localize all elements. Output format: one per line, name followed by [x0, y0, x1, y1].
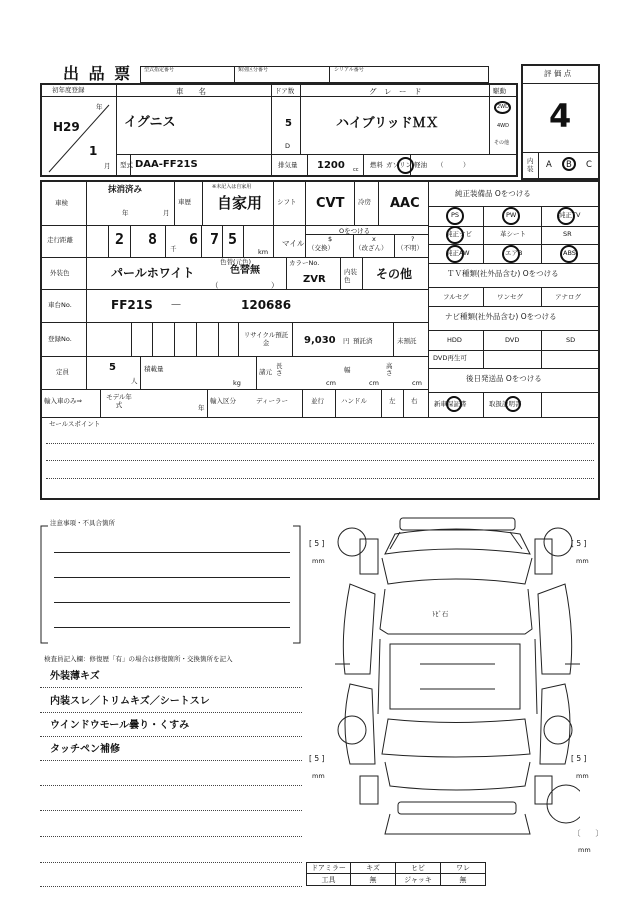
bottom-table-cell: ジャッキ: [395, 873, 441, 886]
notes-label: 注意事項・不具合箇所: [50, 519, 115, 527]
chassis-prefix: FF21S: [111, 298, 153, 312]
equip-leather[interactable]: 革シート: [500, 230, 526, 238]
chassis-label: 車台No.: [48, 301, 72, 309]
recycle-label: リサイクル預託金: [243, 331, 289, 347]
registration-month: 1: [89, 144, 98, 158]
model-year-label: モデル年式: [106, 393, 132, 409]
handle-left[interactable]: 左: [389, 397, 396, 405]
drive-other[interactable]: その他: [494, 140, 510, 146]
reg-no-label: 登録No.: [48, 335, 72, 343]
navi-dvd[interactable]: DVD: [505, 336, 520, 344]
navi-hdd[interactable]: HDD: [447, 336, 462, 344]
doors-value: 5: [285, 118, 292, 129]
grade-label: グ レ ー ド: [369, 87, 422, 96]
equip-circle: [502, 207, 520, 225]
interior-rating-c[interactable]: C: [586, 160, 592, 170]
damage-note: ﾄﾋﾞ石: [432, 610, 449, 618]
equip-circle: [446, 245, 464, 263]
equip-pw[interactable]: PW: [506, 211, 517, 219]
equip-ps[interactable]: PS: [451, 211, 460, 219]
docs-warranty[interactable]: 新車保証書: [434, 400, 467, 408]
docs-circle: [446, 396, 462, 412]
mileage-swap[interactable]: （交換）: [308, 244, 334, 252]
navi-dvd-playback[interactable]: DVD再生可: [433, 354, 467, 362]
import-parallel[interactable]: 並行: [311, 397, 324, 405]
mileage-unknown[interactable]: （不明）: [397, 244, 423, 252]
equip-airbag[interactable]: エアB: [505, 249, 523, 257]
equip-circle: [557, 207, 575, 225]
grade-value: ハイブリッドＭＸ: [336, 116, 439, 131]
docs-circle: [505, 396, 521, 412]
docs-manual[interactable]: 取扱説明書: [489, 400, 522, 408]
model-label: 型式: [120, 161, 133, 169]
capacity-label: 定員: [56, 368, 69, 376]
mileage-digit: 5: [228, 230, 238, 248]
bottom-table-cell: 工具: [306, 873, 351, 886]
equip-aw[interactable]: 純正AW: [446, 249, 470, 257]
spare-bracket: 〔 〕: [573, 829, 603, 838]
mileage-digit: 6: [189, 230, 199, 248]
cc-label: 排気量: [278, 161, 298, 169]
capacity-value: 5: [109, 362, 116, 373]
sales-points-label: セールスポイント: [49, 420, 101, 428]
recycle-value: 9,030: [304, 335, 336, 346]
color-code: ZVR: [303, 274, 326, 285]
tv-fullseg[interactable]: フルセグ: [443, 293, 469, 301]
fuel-light[interactable]: 軽油: [414, 161, 427, 169]
mileage-mile[interactable]: マイル: [282, 239, 305, 248]
tread-bracket: [ 5 ]: [309, 754, 325, 763]
interior-rating-label: 内装: [527, 157, 534, 173]
tread-value: 5: [576, 539, 582, 548]
equip-sr[interactable]: SR: [563, 230, 572, 238]
cc-value: 1200: [317, 160, 345, 171]
equip-tv[interactable]: 純正TV: [559, 211, 581, 219]
tread-bracket: [ 5 ]: [309, 539, 325, 548]
ac-label: 冷房: [358, 198, 371, 206]
mileage-modified[interactable]: （改ざん）: [355, 244, 388, 252]
shift-value: CVT: [316, 196, 345, 211]
registration-label: 初年度登録: [52, 86, 85, 94]
rating-label: 評 価 点: [544, 69, 572, 78]
history-value: 自家用: [217, 194, 263, 212]
color-value: パールホワイト: [111, 266, 195, 280]
form-no-label: 型式指定番号: [144, 67, 175, 73]
import-label: 輸入車のみ⇒: [44, 397, 82, 405]
tv-oneseg[interactable]: ワンセグ: [497, 293, 523, 301]
bottom-table-cell: 無: [440, 873, 486, 886]
navi-title: ナビ種類(社外品含む) Oをつける: [445, 312, 557, 321]
inspector-line: 内装スレ／トリムキズ／シートスレ: [50, 696, 210, 707]
drive-label: 駆動: [493, 87, 506, 95]
registration-year: H29: [53, 120, 80, 134]
mileage-digit: 2: [115, 230, 125, 248]
bottom-table-header: キズ: [350, 862, 396, 874]
inspector-line: タッチペン補修: [50, 744, 120, 755]
car-name-label: 車 名: [176, 87, 206, 96]
equip-abs[interactable]: ABS: [563, 249, 576, 257]
mileage-label: 走行距離: [47, 236, 73, 244]
color-label: 外装色: [50, 269, 70, 277]
dims-label: 諸元: [259, 368, 272, 376]
inspection-value: 抹消済み: [108, 185, 143, 195]
inspector-line: ウインドウモール曇り・くすみ: [50, 720, 190, 731]
import-kubun-label: 輸入区分: [210, 397, 236, 405]
handle-label: ハンドル: [341, 397, 367, 405]
inspection-label: 車検: [55, 199, 68, 207]
bottom-table-header: ヒビ: [395, 862, 441, 874]
model-value: DAA-FF21S: [135, 159, 198, 170]
drive-4wd[interactable]: 4WD: [497, 123, 509, 129]
docs-title: 後日発送品 Oをつける: [466, 374, 542, 383]
recycle-deposited[interactable]: 預託済: [353, 337, 373, 345]
rating-score: 4: [549, 97, 572, 135]
fuel-gas[interactable]: ガソリン: [386, 161, 412, 169]
shift-label: シフト: [277, 198, 297, 206]
interior-rating-b[interactable]: B: [566, 160, 572, 170]
interior-color: その他: [376, 267, 413, 281]
tv-analog[interactable]: アナログ: [555, 293, 581, 301]
tread-value: 5: [314, 539, 320, 548]
history-label: 車歴: [178, 198, 191, 206]
inspector-label: 検査員記入欄：修復歴「有」の場合は修復箇所・交換箇所を記入: [44, 655, 233, 663]
color-code-label: カラーNo.: [289, 259, 320, 267]
fuel-label: 燃料: [370, 161, 383, 169]
bottom-table-cell: 無: [350, 873, 396, 886]
serial-label: シリアル番号: [334, 67, 364, 73]
tread-value: 5: [314, 754, 320, 763]
equip-navi[interactable]: 純正ナビ: [446, 230, 472, 238]
navi-sd[interactable]: SD: [566, 336, 576, 344]
tread-bracket: [ 5 ]: [571, 754, 587, 763]
class-no-label: 類別区分番号: [238, 67, 269, 73]
chassis-number: 120686: [241, 298, 292, 312]
import-dealer[interactable]: ディーラー: [256, 397, 288, 405]
car-name: イグニス: [124, 115, 176, 130]
load-label: 積載量: [144, 365, 164, 373]
handle-right[interactable]: 右: [411, 397, 418, 405]
page-title: 出 品 票: [63, 64, 133, 83]
fuel-circle: [397, 157, 414, 174]
drive-2wd[interactable]: 2WD: [497, 104, 509, 110]
bottom-table-header: ワレ: [440, 862, 486, 874]
mileage-digit: 7: [210, 230, 220, 248]
doors-label: ドア数: [275, 87, 295, 95]
equip-circle: [502, 245, 523, 263]
recycle-undeposited[interactable]: 未預託: [397, 337, 417, 345]
repaint-value: 色替無: [230, 265, 260, 276]
equip-circle: [446, 226, 464, 244]
tread-bracket: [ 5 ]: [571, 539, 587, 548]
tread-value: 5: [576, 754, 582, 763]
interior-rating-a[interactable]: A: [546, 160, 552, 170]
inspector-line: 外装薄キズ: [50, 671, 100, 682]
mileage-digit: 8: [148, 230, 158, 248]
interior-color-label: 内装色: [344, 268, 357, 284]
ac-value: AAC: [390, 196, 420, 211]
bottom-table-header: ドアミラー: [306, 862, 351, 874]
equip-circle: [446, 207, 464, 225]
equipment-title: 純正装備品 Oをつける: [455, 189, 531, 198]
tv-title: ＴＶ種類(社外品含む) Oをつける: [447, 269, 559, 278]
equip-circle: [560, 245, 578, 263]
car-body-diagram: [330, 514, 580, 844]
notes-bracket: [38, 518, 303, 648]
